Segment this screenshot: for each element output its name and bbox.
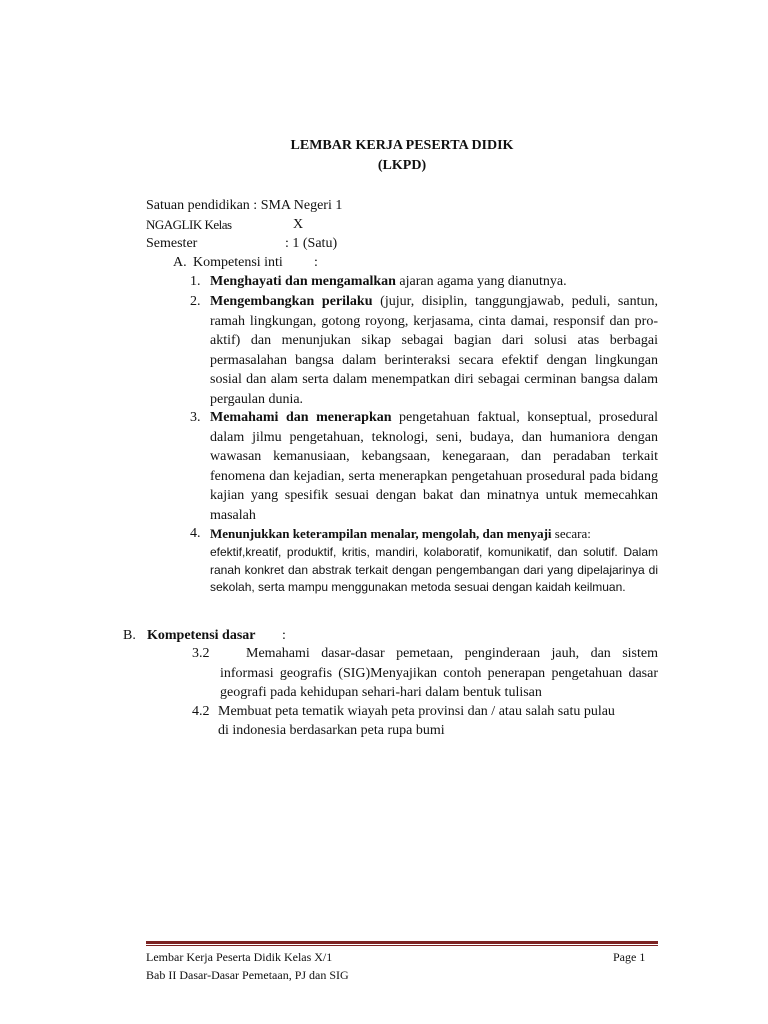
- semester-label: Semester: [146, 236, 198, 251]
- ngaglik-kelas-label: NGAGLIK Kelas: [146, 217, 232, 232]
- ki-item-text: pengetahuan faktual, konseptual, prosedural dalam jilmu pengetahuan, teknologi, seni, budaya, dan humaniora dengan wawasan kemanusiaan, kebangsaan, kenegaraan, dan peradaban terkait fenomena dan kejadian, serta menerapkan pengetahuan prosedural pada bidang kajian yang spesifik sesuai dengan bakat dan minatnya untuk memecahkan masalah: [210, 410, 658, 523]
- kd-item-number: 4.2: [192, 704, 210, 719]
- ki-item-number: 3.: [190, 410, 201, 425]
- kd-item-4-2-line2: di indonesia berdasarkan peta rupa bumi: [218, 723, 445, 738]
- kd-item-text: Memahami dasar-dasar pemetaan, penginderaan jauh, dan sistem informasi geografis (SIG)Menyajikan contoh penerapan pengetahuan dasar geografi pada kehidupan sehari-hari dalam bentuk tulisan: [220, 646, 658, 700]
- ki-item-number: 1.: [190, 274, 201, 289]
- kd-heading-label: Kompetensi dasar: [147, 628, 256, 643]
- kd-item-number: 3.2: [192, 646, 210, 661]
- footer-page-number: Page 1: [613, 950, 646, 964]
- ki-item-2: [210, 292, 658, 409]
- ki-item-4-continuation: efektif,kreatif, produktif, kritis, mandiri, kolaboratif, komunikatif, dan solutif. Dalam ranah konkret dan abstrak terkait dengan pengembangan dari yang dipelajarinya di sekolah, serta mampu menggunakan metoda sesuai dengan kaidah keilmuan.: [210, 545, 658, 594]
- ki-heading-colon: :: [314, 255, 318, 270]
- ki-item-bold: Menunjukkan keterampilan menalar, mengolah, dan menyaji: [210, 526, 552, 541]
- ki-item-number: 4.: [190, 526, 201, 541]
- ki-item-number: 2.: [190, 294, 201, 309]
- kd-item-4-2-line1: Membuat peta tematik wiayah peta provinsi dan / atau salah satu pulau: [218, 704, 615, 719]
- ki-item-bold: Memahami dan menerapkan: [210, 410, 392, 425]
- ki-heading-label: Kompetensi inti: [193, 255, 283, 270]
- ki-item-bold: Menghayati dan mengamalkan: [210, 274, 396, 289]
- document-title: LEMBAR KERJA PESERTA DIDIK: [290, 138, 514, 153]
- ki-item-3: [210, 408, 658, 525]
- ki-item-text: ajaran agama yang dianutnya.: [395, 274, 567, 289]
- ki-item-4-heading: [210, 524, 660, 544]
- kelas-value: X: [293, 217, 304, 232]
- footer-document-name: Lembar Kerja Peserta Didik Kelas X/1: [146, 950, 333, 964]
- footer-rule: [146, 941, 658, 946]
- ki-heading-marker: A.: [173, 255, 187, 270]
- ki-item-text: (jujur, disiplin, tanggungjawab, peduli, santun, ramah lingkungan, gotong royong, kerjasama, cinta damai, responsif dan pro-aktif) dan menunjukan sikap sebagai bagian dari solusi atas berbagai permasalahan bangsa dalam berinteraksi secara efektif dengan lingkungan sosial dan alam serta dalam menempatkan diri sebagai cerminan bangsa dalam pergaulan dunia.: [210, 294, 658, 407]
- satuan-pendidikan-line: Satuan pendidikan : SMA Negeri 1: [146, 198, 343, 213]
- document-subtitle: (LKPD): [377, 158, 427, 173]
- kd-item-3-2: [220, 644, 658, 703]
- ki-item-bold: Mengembangkan perilaku: [210, 294, 373, 309]
- semester-value: : 1 (Satu): [285, 236, 338, 251]
- kd-heading-marker: B.: [123, 628, 136, 643]
- ki-item-text: secara:: [551, 526, 591, 541]
- kd-heading-colon: :: [282, 628, 286, 643]
- footer-chapter-name: Bab II Dasar-Dasar Pemetaan, PJ dan SIG: [146, 968, 349, 982]
- ki-item-1: [210, 272, 660, 292]
